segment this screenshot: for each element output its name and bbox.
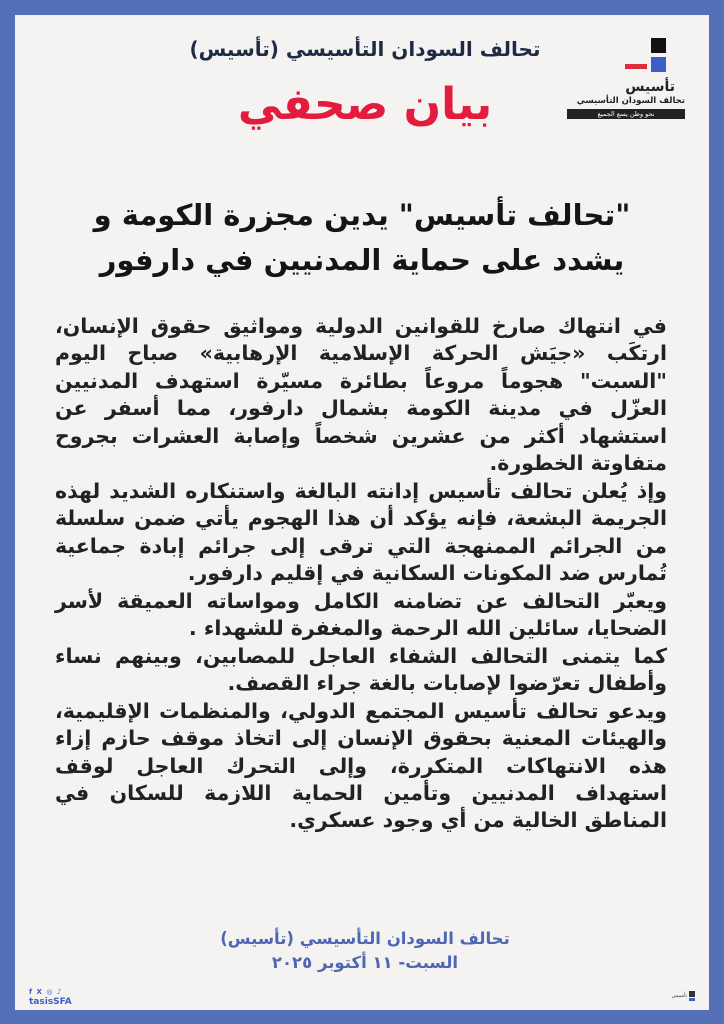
footer-logo-square bbox=[689, 991, 695, 997]
headline-line-1: "تحالف تأسيس" يدين مجزرة الكومة و bbox=[93, 198, 631, 232]
headline bbox=[65, 193, 659, 283]
footer-logo-bar bbox=[689, 998, 695, 1001]
header-organization: تحالف السودان التأسيسي (تأسيس) bbox=[189, 37, 541, 61]
social-handle-text: tasisSFA bbox=[29, 997, 72, 1007]
logo-black-square bbox=[651, 38, 666, 53]
logo-slogan: نحو وطن يسع الجميع bbox=[567, 109, 685, 119]
signature-organization: تحالف السودان التأسيسي (تأسيس) bbox=[220, 929, 510, 948]
signature-date: السبت- ١١ أكتوبر ٢٠٢٥ bbox=[271, 953, 459, 972]
headline-line-2: يشدد على حماية المدنيين في دارفور bbox=[99, 242, 625, 277]
paragraph: وإذ يُعلن تحالف تأسيس إدانته البالغة واستنكاره الشديد لهذه الجريمة البشعة، فإنه يؤكد أن هذا الهجوم يأتي ضمن سلسلة من الجرائم الممنهجة التي ترقى إلى جرائم إبادة جماعية تُمارس ضد المكونات السكانية في إقليم دارفور. bbox=[55, 478, 667, 586]
paragraph: كما يتمنى التحالف الشفاء العاجل للمصابين، وبينهم نساء وأطفال تعرّضوا لإصابات بالغة جراء القصف. bbox=[55, 643, 667, 696]
press-release-page bbox=[15, 15, 709, 1010]
social-icons: f X ◎ ♪ bbox=[29, 988, 63, 996]
footer-logo bbox=[655, 991, 701, 1007]
logo-blue-square bbox=[651, 57, 666, 72]
statement-body bbox=[55, 313, 667, 835]
footer-logo-text: تأسيس bbox=[672, 993, 687, 999]
paragraph: في انتهاك صارخ للقوانين الدولية ومواثيق حقوق الإنسان، ارتكَب «جيَش الحركة الإسلامية الإرهابية» صباح اليوم "السبت" هجوماً مروعاً بطائرة مسيّرة استهدف المدنيين العزّل في مدينة الكومة بشمال دارفور، مما أسفر عن استشهاد أكثر من عشرين شخصاً وإصابة العشرات بجروح متفاوتة الخطورة. bbox=[55, 314, 667, 476]
logo-name: تحالف السودان التأسيسي bbox=[576, 96, 685, 106]
logo-red-bar bbox=[625, 64, 647, 69]
social-handle bbox=[29, 988, 87, 1008]
paragraph: ويعبّر التحالف عن تضامنه الكامل ومواساته العميقة لأسر الضحايا، سائلين الله الرحمة والمغفرة للشهداء . bbox=[55, 588, 667, 641]
page-title: بيان صحفي bbox=[237, 79, 493, 130]
paragraph: ويدعو تحالف تأسيس المجتمع الدولي، والمنظمات الإقليمية، والهيئات المعنية بحقوق الإنسان إلى اتخاذ موقف حازم إزاء هذه الانتهاكات المتكررة، وإلى التحرك العاجل لوقف استهداف المدنيين وتأمين الحماية اللازمة للسكان في المناطق الخالية من أي وجود عسكري. bbox=[55, 698, 667, 833]
logo-word: تأسيس bbox=[625, 79, 675, 95]
